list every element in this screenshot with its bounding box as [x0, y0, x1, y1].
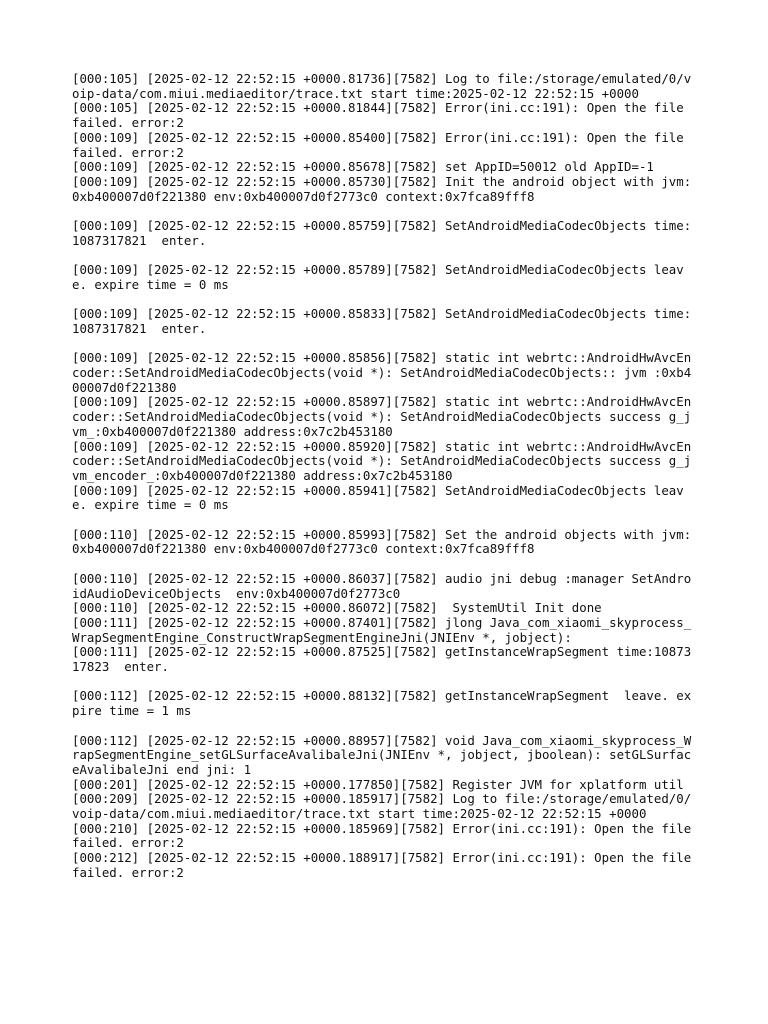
log-entry: [000:110] [2025-02-12 22:52:15 +0000.86072][7582] SystemUtil Init done [72, 600, 602, 616]
log-entry: [000:109] [2025-02-12 22:52:15 +0000.85730][7582] Init the android object with jvm:0xb400007d0f221380 env:0xb400007d0f2773c0 context:0x7fca89fff8 [72, 173, 692, 204]
log-entry: [000:105] [2025-02-12 22:52:15 +0000.81736][7582] Log to file:/storage/emulated/0/voip-data/com.miui.mediaeditor/trace.txt start time:2025-02-12 22:52:15 +0000 [72, 71, 692, 101]
log-entry: [000:111] [2025-02-12 22:52:15 +0000.87525][7582] getInstanceWrapSegment time:1087317823 enter. [72, 644, 692, 675]
log-entry: [000:209] [2025-02-12 22:52:15 +0000.185917][7582] Log to file:/storage/emulated/0/voip-data/com.miui.mediaeditor/trace.txt start time:2025-02-12 22:52:15 +0000 [72, 791, 692, 822]
log-document [72, 71, 699, 881]
log-entry: [000:109] [2025-02-12 22:52:15 +0000.85833][7582] SetAndroidMediaCodecObjects time:1087317821 enter. [72, 306, 692, 336]
log-entry: [000:210] [2025-02-12 22:52:15 +0000.185969][7582] Error(ini.cc:191): Open the file failed. error:2 [72, 820, 699, 851]
log-entry: [000:105] [2025-02-12 22:52:15 +0000.81844][7582] Error(ini.cc:191): Open the file failed. error:2 [72, 100, 692, 131]
log-entry: [000:109] [2025-02-12 22:52:15 +0000.85400][7582] Error(ini.cc:191): Open the file failed. error:2 [72, 129, 692, 160]
log-entry: [000:109] [2025-02-12 22:52:15 +0000.85897][7582] static int webrtc::AndroidHwAvcEncoder::SetAndroidMediaCodecObjects(void *): SetAndroidMediaCodecObjects success g_jvm_:0xb400007d0f221380 address:0x7c2b453180 [72, 394, 692, 439]
log-entry: [000:112] [2025-02-12 22:52:15 +0000.88132][7582] getInstanceWrapSegment leave. expire time = 1 ms [72, 688, 692, 719]
log-entry: [000:109] [2025-02-12 22:52:15 +0000.85678][7582] set AppID=50012 old AppID=-1 [72, 159, 654, 175]
log-entry: [000:111] [2025-02-12 22:52:15 +0000.87401][7582] jlong Java_com_xiaomi_skyprocess_WrapSegmentEngine_ConstructWrapSegmentEngineJni(JNIEnv *, jobject): [72, 614, 692, 645]
log-entry: [000:112] [2025-02-12 22:52:15 +0000.88957][7582] void Java_com_xiaomi_skyprocess_WrapSegmentEngine_setGLSurfaceAvalibaleJni(JNIEnv *, jobject, jboolean): setGLSurfaceAvalibaleJni end jni: 1 [72, 732, 692, 777]
log-entry: [000:212] [2025-02-12 22:52:15 +0000.188917][7582] Error(ini.cc:191): Open the file failed. error:2 [72, 850, 699, 880]
log-entry: [000:109] [2025-02-12 22:52:15 +0000.85941][7582] SetAndroidMediaCodecObjects leave. expire time = 0 ms [72, 482, 684, 513]
log-entry: [000:109] [2025-02-12 22:52:15 +0000.85920][7582] static int webrtc::AndroidHwAvcEncoder::SetAndroidMediaCodecObjects(void *): SetAndroidMediaCodecObjects success g_jvm_encoder_:0xb400007d0f221380 address:0x7c2b453180 [72, 438, 692, 483]
log-entry: [000:109] [2025-02-12 22:52:15 +0000.85759][7582] SetAndroidMediaCodecObjects time:1087317821 enter. [72, 218, 692, 248]
log-entry: [000:110] [2025-02-12 22:52:15 +0000.86037][7582] audio jni debug :manager SetAndroidAudioDeviceObjects env:0xb400007d0f2773c0 [72, 570, 692, 601]
log-entry: [000:109] [2025-02-12 22:52:15 +0000.85856][7582] static int webrtc::AndroidHwAvcEncoder::SetAndroidMediaCodecObjects(void *): SetAndroidMediaCodecObjects:: jvm :0xb400007d0f221380 [72, 350, 692, 395]
log-entry: [000:201] [2025-02-12 22:52:15 +0000.177850][7582] Register JVM for xplatform util [72, 776, 684, 792]
log-entry: [000:110] [2025-02-12 22:52:15 +0000.85993][7582] Set the android objects with jvm:0xb400007d0f221380 env:0xb400007d0f2773c0 context:0x7fca89fff8 [72, 526, 692, 557]
log-entry: [000:109] [2025-02-12 22:52:15 +0000.85789][7582] SetAndroidMediaCodecObjects leave. expire time = 0 ms [72, 262, 684, 292]
